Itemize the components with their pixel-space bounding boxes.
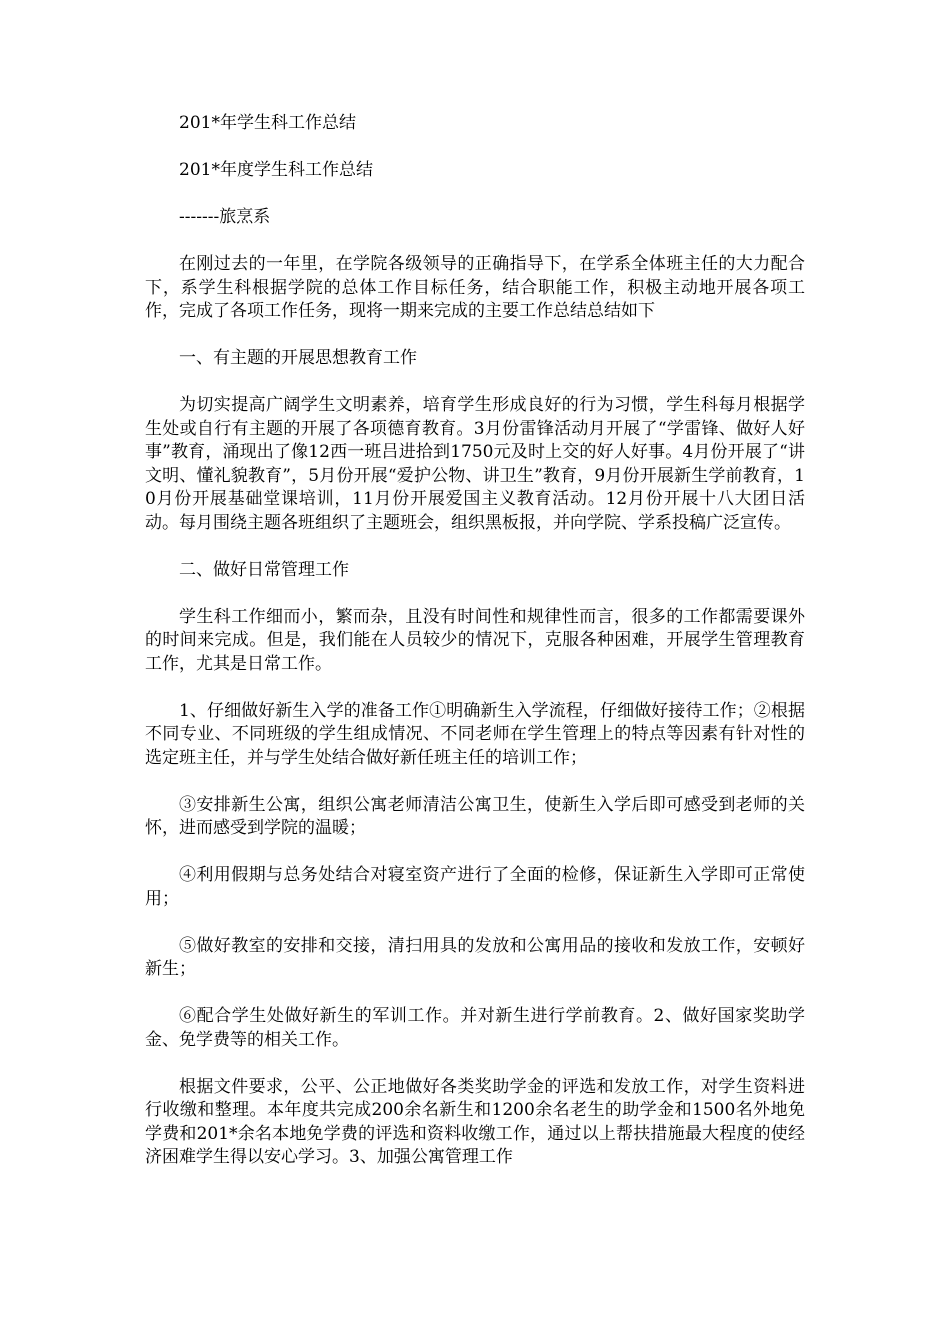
item-1-paragraph: 1、仔细做好新生入学的准备工作①明确新生入学流程，仔细做好接待工作；②根据不同专业、不同班级的学生组成情况、不同老师在学生管理上的特点等因素有针对性的选定班主任，并与学生处结合做好新任班主任的培训工作； [145,700,805,768]
document-body [145,112,805,1193]
item-5-paragraph: ⑤做好教室的安排和交接，清扫用具的发放和公寓用品的接收和发放工作，安顿好新生； [145,935,805,979]
section-2-paragraph: 学生科工作细而小，繁而杂，且没有时间性和规律性而言，很多的工作都需要课外的时间来完成。但是，我们能在人员较少的情况下，克服各种困难，开展学生管理教育工作，尤其是日常工作。 [145,606,805,674]
intro-paragraph: 在刚过去的一年里，在学院各级领导的正确指导下，在学系全体班主任的大力配合下，系学生科根据学院的总体工作目标任务，结合职能工作，积极主动地开展各项工作，完成了各项工作任务，现将一期来完成的主要工作总结总结如下 [145,254,805,321]
item-6-paragraph: ⑥配合学生处做好新生的军训工作。并对新生进行学前教育。2、做好国家奖助学金、免学费等的相关工作。 [145,1006,805,1050]
section-heading-2: 二、做好日常管理工作 [179,559,349,580]
scholarship-paragraph: 根据文件要求，公平、公正地做好各类奖助学金的评选和发放工作，对学生资料进行收缴和整理。本年度共完成200余名新生和1200余名老生的助学金和1500名外地免学费和201*余名本地免学费的评选和资料收缴工作，通过以上帮扶措施最大程度的使经济困难学生得以安心学习。3、加强公寓管理工作 [145,1076,805,1167]
document-subtitle: 201*年度学生科工作总结 [179,160,373,180]
section-1-paragraph: 为切实提高广阔学生文明素养，培育学生形成良好的行为习惯，学生科每月根据学生处或自行有主题的开展了各项德育教育。3月份雷锋活动月开展了“学雷锋、做好人好事”教育，涌现出了像12西一班吕进拾到1750元及时上交的好人好事。4月份开展了“讲文明、懂礼貌教育”，5月份开展“爱护公物、讲卫生”教育，9月份开展新生学前教育，10月份开展基础堂课培训，11月份开展爱国主义教育活动。12月份开展十八大团日活动。每月围绕主题各班组织了主题班会，组织黑板报，并向学院、学系投稿广泛宣传。 [145,395,805,533]
document-title: 201*年学生科工作总结 [179,113,356,133]
department-signature: -------旅烹系 [179,207,271,227]
item-3-paragraph: ③安排新生公寓，组织公寓老师清洁公寓卫生，使新生入学后即可感受到老师的关怀，进而感受到学院的温暖； [145,794,805,838]
item-4-paragraph: ④利用假期与总务处结合对寝室资产进行了全面的检修，保证新生入学即可正常使用； [145,865,805,909]
section-heading-1: 一、有主题的开展思想教育工作 [179,348,417,368]
